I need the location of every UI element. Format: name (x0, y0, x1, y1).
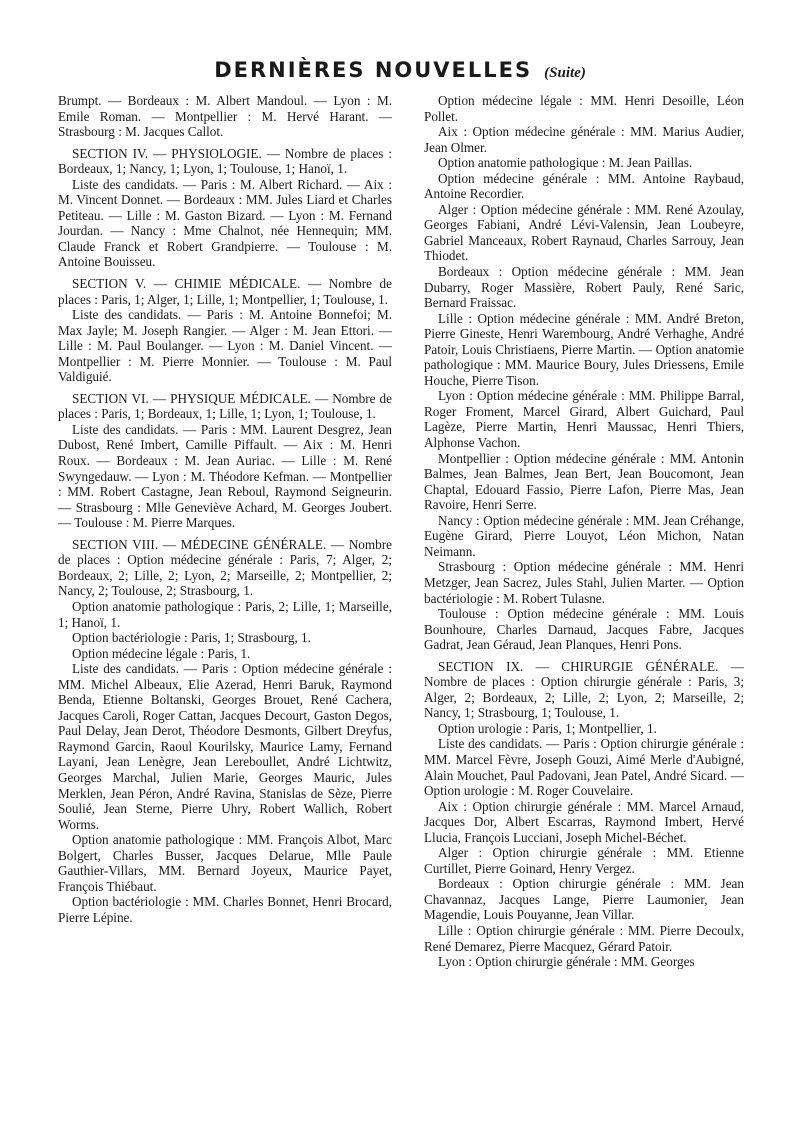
paragraph: Liste des candidats. — Paris : Option médecine générale : MM. Michel Albeaux, Elie Azerad, Henri Baruk, Raymond Benda, Etienne Boltanski, Georges Brouet, René Cachera, Jacques Caroli, Roger Cattan, Jacques Decourt, Gaston Degos, Paul Delay, Jean Derot, Théodore Desmonts, Gilbert Dreyfus, Raymond Garcin, Raoul Kourilsky, Maurice Lamy, Fernand Layani, Jean Lenègre, Jean Lereboullet, André Lichtwitz, Georges Marchal, Julien Marie, Georges Mauric, Jules Merklen, Jean Péron, André Ravina, Stanislas de Sèze, Pierre Soulié, Jean Sterne, Pierre Uhry, Robert Wallich, Robert Worms. (58, 661, 392, 832)
paragraph: Liste des candidats. — Paris : M. Antoine Bonnefoi; M. Max Jayle; M. Joseph Rangier. — Alger : M. Jean Ettori. — Lille : M. Paul Boulanger. — Lyon : M. Daniel Vincent. — Montpellier : M. Pierre Monnier. — Toulouse : M. Paul Valdiguié. (58, 307, 392, 385)
paragraph: Option bactériologie : Paris, 1; Strasbourg, 1. (72, 630, 311, 646)
left-column (58, 93, 392, 925)
paragraph: Option médecine légale : MM. Henri Desoille, Léon Pollet. (424, 93, 744, 124)
paragraph: SECTION V. — CHIMIE MÉDICALE. — Nombre de places : Paris, 1; Alger, 1; Lille, 1; Montpellier, 1; Toulouse, 1. (58, 276, 392, 307)
paragraph: Aix : Option chirurgie générale : MM. Marcel Arnaud, Jacques Dor, Albert Escarras, Raymond Imbert, Hervé Llucia, François Lucciani, Joseph Michel-Béchet. (424, 798, 744, 845)
paragraph: Option médecine légale : Paris, 1. (72, 645, 251, 661)
header-suite: (Suite) (544, 65, 586, 81)
paragraph: Lyon : Option chirurgie générale : MM. Georges (438, 954, 695, 970)
page-header (0, 58, 800, 82)
paragraph: Bordeaux : Option chirurgie générale : MM. Jean Chavannaz, Jacques Lange, Pierre Laumonier, Jean Magendie, Louis Pouyanne, Jean Villar. (424, 876, 744, 923)
paragraph: Bordeaux : Option médecine générale : MM. Jean Dubarry, Roger Massière, Robert Pauly, René Saric, Bernard Fraissac. (424, 264, 744, 311)
right-column (424, 93, 744, 970)
paragraph: Brumpt. — Bordeaux : M. Albert Mandoul. — Lyon : M. Emile Roman. — Montpellier : M. Hervé Harant. — Strasbourg : M. Jacques Callot. (58, 93, 392, 140)
paragraph: Option urologie : Paris, 1; Montpellier, 1. (438, 720, 657, 736)
paragraph: Alger : Option médecine générale : MM. René Azoulay, Georges Fabiani, André Lévi-Valensin, Jean Loubeyre, Gabriel Manceaux, Robert Raynaud, Charles Sarrouy, Jean Thiodet. (424, 201, 744, 264)
paragraph: Option médecine générale : MM. Antoine Raybaud, Antoine Recordier. (424, 170, 744, 202)
paragraph: Toulouse : Option médecine générale : MM. Louis Bounhoure, Charles Darnaud, Jacques Fabre, Jacques Gadrat, Jean Géraud, Jean Planques, Henri Pons. (424, 606, 744, 653)
paragraph: Liste des candidats. — Paris : MM. Laurent Desgrez, Jean Dubost, René Imbert, Camille Piffault. — Aix : M. Henri Roux. — Bordeaux : M. Jean Auriac. — Lille : M. René Swyngedauw. — Lyon : M. Théodore Kefman. — Montpellier : MM. Robert Castagne, Jean Reboul, Raymond Seigneurin. — Strasbourg : Mlle Geneviève Achard, M. Georges Joubert. — Toulouse : M. Pierre Marques. (58, 421, 392, 531)
paragraph: Aix : Option médecine générale : MM. Marius Audier, Jean Olmer. (424, 124, 744, 155)
paragraph: Option anatomie pathologique : Paris, 2; Lille, 1; Marseille, 1; Hanoï, 1. (58, 598, 392, 630)
paragraph: Option bactériologie : MM. Charles Bonnet, Henri Brocard, Pierre Lépine. (58, 894, 392, 925)
paragraph: Lille : Option médecine générale : MM. André Breton, Pierre Gineste, Henri Warembourg, André Verhaghe, André Patoir, Louis Christiaens, Pierre Martin. — Option anatomie pathologique : MM. Maurice Boury, Jules Driessens, Emile Houche, Pierre Tison. (424, 310, 744, 388)
paragraph: Liste des candidats. — Paris : M. Albert Richard. — Aix : M. Vincent Donnet. — Bordeaux : MM. Jules Liard et Charles Petiteau. — Lille : M. Gaston Bizard. — Lyon : M. Fernand Jourdan. — Nancy : Mme Chalnot, née Hennequin; MM. Claude Franck et Robert Grandpierre. — Toulouse : M. Antoine Bouisseu. (58, 176, 392, 270)
paragraph: Nancy : Option médecine générale : MM. Jean Créhange, Eugène Girard, Pierre Louyot, Léon Michon, Natan Neimann. (424, 512, 744, 559)
paragraph: SECTION IX. — CHIRURGIE GÉNÉRALE. — Nombre de places : Option chirurgie générale : Paris, 3; Alger, 2; Bordeaux, 2; Lille, 2; Lyon, 2; Marseille, 2; Nancy, 1; Strasbourg, 1; Toulouse, 1. (424, 658, 744, 721)
paragraph: Liste des candidats. — Paris : Option chirurgie générale : MM. Marcel Fèvre, Joseph Gouzi, Aimé Merle d'Aubigné, Alain Mouchet, Paul Padovani, Jean Patel, André Sicard. — Option urologie : M. Roger Couvelaire. (424, 736, 744, 799)
paragraph: Option anatomie pathologique : MM. François Albot, Marc Bolgert, Charles Busser, Jacques Delarue, Mlle Paule Gauthier-Villars, MM. Bernard Joyeux, Maurice Payet, François Thiébaut. (58, 832, 392, 894)
paragraph: Montpellier : Option médecine générale : MM. Antonin Balmes, Jean Balmes, Jean Bert, Jean Boucomont, Jean Chaptal, Edouard Fassio, Pierre Lafon, Pierre Mas, Jean Ravoire, Henri Serre. (424, 450, 744, 513)
paragraph: Strasbourg : Option médecine générale : MM. Henri Metzger, Jean Sacrez, Jules Stahl, Julien Marter. — Option bactériologie : M. Robert Tulasne. (424, 559, 744, 606)
paragraph: SECTION VIII. — MÉDECINE GÉNÉRALE. — Nombre de places : Option médecine générale : Paris, 7; Alger, 2; Bordeaux, 2; Lille, 2; Lyon, 2; Marseille, 2; Montpellier, 2; Nancy, 2; Toulouse, 2; Strasbourg, 1. (58, 536, 392, 599)
paragraph: Alger : Option chirurgie générale : MM. Etienne Curtillet, Pierre Goinard, Henry Vergez. (424, 845, 744, 876)
paragraph: SECTION VI. — PHYSIQUE MÉDICALE. — Nombre de places : Paris, 1; Bordeaux, 1; Lille, 1; Lyon, 1; Toulouse, 1. (58, 390, 392, 422)
paragraph: SECTION IV. — PHYSIOLOGIE. — Nombre de places : Bordeaux, 1; Nancy, 1; Lyon, 1; Toulouse, 1; Hanoï, 1. (58, 145, 392, 177)
paragraph: Option anatomie pathologique : M. Jean Paillas. (438, 155, 693, 171)
paragraph: Lille : Option chirurgie générale : MM. Pierre Decoulx, René Demarez, Pierre Macquez, Gérard Patoir. (424, 922, 744, 954)
paragraph: Lyon : Option médecine générale : MM. Philippe Barral, Roger Froment, Marcel Girard, Albert Guichard, Paul Lagèze, Pierre Martin, Henri Maussac, Henri Thiers, Alphonse Vachon. (424, 388, 744, 451)
header-title: DERNIÈRES NOUVELLES (214, 58, 533, 82)
